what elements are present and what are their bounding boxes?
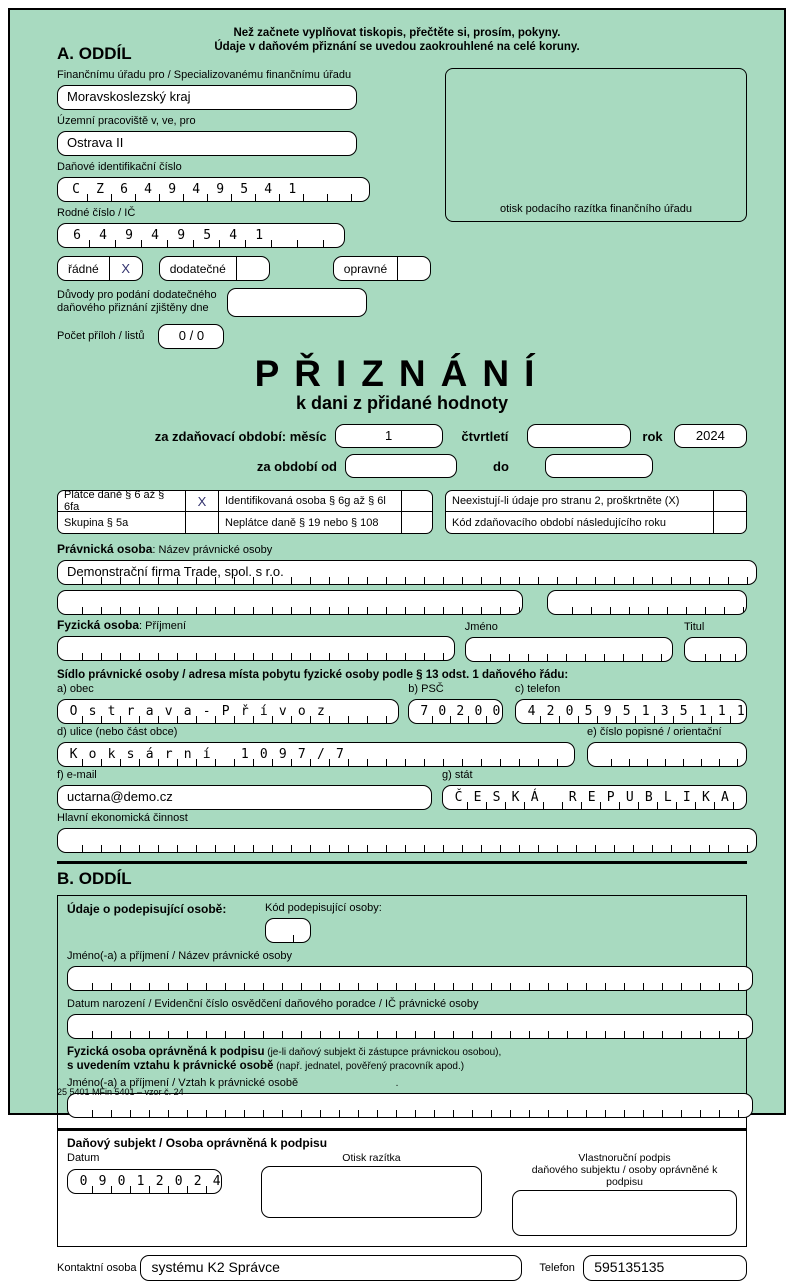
fyzicka-opravnena-rest1: (je-li daňový subjekt či zástupce právnickou osobou), bbox=[264, 1047, 502, 1058]
cinnost-label: Hlavní ekonomická činnost bbox=[57, 812, 188, 824]
psc-label: b) PSČ bbox=[408, 683, 444, 695]
pravnicka-label bbox=[57, 543, 747, 557]
psc-value: 70200 bbox=[420, 704, 511, 719]
page2-info-table bbox=[445, 490, 747, 534]
otisk-razitka-box bbox=[261, 1166, 482, 1218]
radne-label: řádné bbox=[58, 257, 110, 280]
quarter-label: čtvrtletí bbox=[461, 428, 509, 444]
fyzicka-label-bold: Fyzická osoba bbox=[57, 618, 140, 632]
dodatecne-checkbox[interactable] bbox=[237, 257, 269, 280]
status-identifikovana-checkbox[interactable] bbox=[402, 491, 432, 512]
fyzicka-opravnena-rest2: (např. jednatel, pověřený pracovník apod.) bbox=[273, 1061, 465, 1072]
fyzicka-opravnena-line1 bbox=[67, 1046, 737, 1059]
podpis-box bbox=[512, 1190, 737, 1236]
podpis-label bbox=[512, 1152, 737, 1188]
sidlo-header: Sídlo právnické osoby / adresa místa pobytu fyzické osoby podle § 13 odst. 1 daňového řádu: bbox=[57, 669, 569, 681]
kontaktni-osoba-field[interactable] bbox=[140, 1255, 522, 1281]
signature-divider bbox=[58, 1128, 746, 1131]
contact-telefon-label: Telefon bbox=[539, 1262, 575, 1274]
form-notice bbox=[10, 26, 784, 54]
fyzicka-opravnena-line2 bbox=[67, 1060, 737, 1073]
status-neplatce-checkbox[interactable] bbox=[402, 512, 432, 533]
company-name-cont-field-2[interactable] bbox=[547, 590, 747, 615]
form-subtitle: k dani z přidané hodnoty bbox=[295, 393, 508, 413]
datum-narozeni-label: Datum narození / Evidenční číslo osvědčení daňového poradce / IČ právnické osoby bbox=[67, 998, 479, 1010]
ulice-label: d) ulice (nebo část obce) bbox=[57, 726, 178, 738]
pocet-label: Počet příloh / listů bbox=[57, 330, 145, 342]
telefon-value: 420595135111 bbox=[527, 704, 756, 719]
ulice-field[interactable] bbox=[57, 742, 575, 767]
pravnicka-label-rest: : Název právnické osoby bbox=[152, 544, 273, 556]
stat-value: ČESKÁ REPUBLIKA bbox=[454, 790, 740, 805]
status-skupina-label: Skupina § 5a bbox=[58, 512, 186, 533]
opravne-checkbox[interactable] bbox=[398, 257, 430, 280]
jmeno-nazev-label: Jméno(-a) a příjmení / Název právnické osoby bbox=[67, 950, 292, 962]
form-sheet bbox=[8, 8, 786, 1275]
fyzicka-label bbox=[57, 619, 465, 633]
title-field[interactable] bbox=[684, 637, 747, 662]
udaje-podepisujici-label: Údaje o podepisující osobě: bbox=[67, 902, 227, 916]
rodne-cislo-value: 64949541 bbox=[73, 228, 282, 243]
datum-label: Datum bbox=[67, 1152, 100, 1164]
kod-podepisujici-label: Kód podepisující osoby: bbox=[265, 902, 382, 914]
duvody-label-line1: Důvody pro podání dodatečného bbox=[57, 289, 217, 301]
datum-narozeni-field[interactable] bbox=[67, 1014, 753, 1039]
status-identifikovana-label: Identifikovaná osoba § 6g až § 6l bbox=[219, 491, 402, 512]
jmeno-nazev-field[interactable] bbox=[67, 966, 753, 991]
month-value: 1 bbox=[384, 428, 393, 443]
period-to-label: do bbox=[493, 458, 509, 474]
month-field[interactable] bbox=[335, 424, 443, 448]
stamp-area bbox=[445, 68, 747, 222]
contact-telefon-value: 595135135 bbox=[594, 1259, 665, 1275]
territorial-value: Ostrava II bbox=[67, 135, 124, 150]
email-field[interactable] bbox=[57, 785, 432, 810]
otisk-razitka-label: Otisk razítka bbox=[342, 1152, 401, 1164]
form-title: PŘIZNÁNÍ bbox=[254, 353, 550, 394]
kod-obdobi-field[interactable] bbox=[714, 512, 746, 533]
company-name-field[interactable] bbox=[57, 560, 757, 585]
dic-label: Daňové identifikační číslo bbox=[57, 161, 182, 173]
psc-field[interactable] bbox=[408, 699, 511, 724]
email-label: f) e-mail bbox=[57, 769, 97, 781]
duvody-field[interactable] bbox=[227, 288, 367, 317]
fin-office-field[interactable] bbox=[57, 85, 357, 110]
taxpayer-status-table bbox=[57, 490, 433, 534]
dic-field[interactable] bbox=[57, 177, 370, 202]
checkbox-dodatecne[interactable] bbox=[159, 256, 270, 281]
surname-field[interactable] bbox=[57, 636, 455, 661]
kod-obdobi-label: Kód zdaňovacího období následujícího roku bbox=[446, 512, 714, 533]
period-label-2: za období od bbox=[256, 458, 337, 474]
titul-label: Titul bbox=[684, 621, 705, 633]
duvody-label-line2: daňového přiznání zjištěny dne bbox=[57, 302, 209, 314]
podpis-label-line2: daňového subjektu / osoby oprávněné k podpisu bbox=[531, 1164, 718, 1188]
duvody-label bbox=[57, 289, 217, 315]
checkbox-radne[interactable] bbox=[57, 256, 143, 281]
danovy-subjekt-label: Daňový subjekt / Osoba oprávněná k podpisu bbox=[67, 1136, 328, 1150]
rodne-cislo-field[interactable] bbox=[57, 223, 345, 248]
company-name-cont-field-1[interactable] bbox=[57, 590, 523, 615]
pocet-value: 0 / 0 bbox=[178, 328, 205, 343]
datum-field[interactable] bbox=[67, 1169, 232, 1194]
section-b-title: B. ODDÍL bbox=[57, 869, 132, 888]
form-number: 25 5401 MFin 5401 – vzor č. 24 bbox=[57, 1087, 184, 1097]
checkbox-opravne[interactable] bbox=[333, 256, 431, 281]
status-neplatce-label: Neplátce daně § 19 nebo § 108 bbox=[219, 512, 402, 533]
pocet-field[interactable] bbox=[158, 324, 224, 349]
notice-line-1: Než začnete vyplňovat tiskopis, přečtěte si, prosím, pokyny. bbox=[233, 27, 561, 39]
territorial-label: Územní pracoviště v, ve, pro bbox=[57, 115, 196, 127]
jmeno-vztah-label: Jméno(-a) a příjmení / Vztah k právnické osobě bbox=[67, 1077, 299, 1089]
fyzicka-opravnena-bold2: s uvedením vztahu k právnické osobě bbox=[67, 1060, 274, 1072]
stat-field[interactable] bbox=[442, 785, 747, 810]
status-skupina-checkbox[interactable] bbox=[186, 512, 219, 533]
pravnicka-label-bold: Právnická osoba bbox=[57, 542, 153, 556]
obec-field[interactable] bbox=[57, 699, 399, 724]
kod-podepisujici-field[interactable] bbox=[265, 918, 311, 943]
period-label-1: za zdaňovací období: měsíc bbox=[154, 428, 327, 444]
section-a-title: A. ODDÍL bbox=[57, 44, 132, 63]
page-mark: . bbox=[395, 1078, 399, 1089]
company-name-value: Demonstrační firma Trade, spol. s r.o. bbox=[67, 564, 284, 579]
territorial-field[interactable] bbox=[57, 131, 357, 156]
obec-label: a) obec bbox=[57, 683, 94, 695]
section-divider bbox=[57, 861, 747, 864]
jmeno-label: Jméno bbox=[464, 621, 498, 633]
stat-label: g) stát bbox=[442, 769, 473, 781]
period-to-field[interactable] bbox=[545, 454, 653, 478]
radne-checkbox[interactable]: X bbox=[121, 261, 131, 276]
opravne-label: opravné bbox=[334, 257, 398, 280]
telefon-label: c) telefon bbox=[515, 683, 561, 695]
datum-value: 09012024 bbox=[79, 1174, 232, 1189]
podpis-label-line1: Vlastnoruční podpis bbox=[578, 1152, 671, 1164]
ulice-value: Koksární 1097/7 bbox=[69, 747, 355, 762]
year-label: rok bbox=[642, 428, 663, 444]
quarter-field[interactable] bbox=[527, 424, 631, 448]
neexistuji-label: Neexistují-li údaje pro stranu 2, proškrtněte (X) bbox=[446, 491, 714, 512]
kontaktni-osoba-label: Kontaktní osoba bbox=[57, 1262, 137, 1274]
section-b-box bbox=[57, 895, 747, 1247]
cinnost-field[interactable] bbox=[57, 828, 757, 853]
period-from-field[interactable] bbox=[345, 454, 457, 478]
stamp-caption: otisk podacího razítka finančního úřadu bbox=[499, 203, 692, 215]
telefon-field[interactable] bbox=[515, 699, 756, 724]
cislo-popisne-field[interactable] bbox=[587, 742, 747, 767]
status-platce-checkbox[interactable]: X bbox=[186, 491, 219, 512]
fyzicka-label-rest: : Příjmení bbox=[139, 620, 187, 632]
contact-telefon-field[interactable] bbox=[583, 1255, 747, 1281]
obec-value: Ostrava-Přívoz bbox=[69, 704, 336, 719]
firstname-field[interactable] bbox=[465, 637, 673, 662]
year-value: 2024 bbox=[695, 428, 725, 443]
fin-office-value: Moravskoslezský kraj bbox=[67, 89, 191, 104]
fyzicka-opravnena-bold1: Fyzická osoba oprávněná k podpisu bbox=[67, 1046, 265, 1058]
status-platce-label: Plátce daně § 6 až § 6fa bbox=[58, 491, 186, 512]
rodne-cislo-label: Rodné číslo / IČ bbox=[57, 207, 136, 219]
kontaktni-osoba-value: systému K2 Správce bbox=[151, 1259, 280, 1275]
notice-line-2: Údaje v daňovém přiznání se uvedou zaokrouhlené na celé koruny. bbox=[214, 41, 580, 53]
dic-value: CZ64949541 bbox=[72, 182, 313, 197]
email-value: uctarna@demo.cz bbox=[67, 789, 173, 804]
year-field[interactable] bbox=[674, 424, 747, 448]
dodatecne-label: dodatečné bbox=[160, 257, 237, 280]
neexistuji-checkbox[interactable] bbox=[714, 491, 746, 512]
cislo-popisne-label: e) číslo popisné / orientační bbox=[587, 726, 722, 738]
fin-office-label: Finančnímu úřadu pro / Specializovanému finančnímu úřadu bbox=[57, 69, 352, 81]
